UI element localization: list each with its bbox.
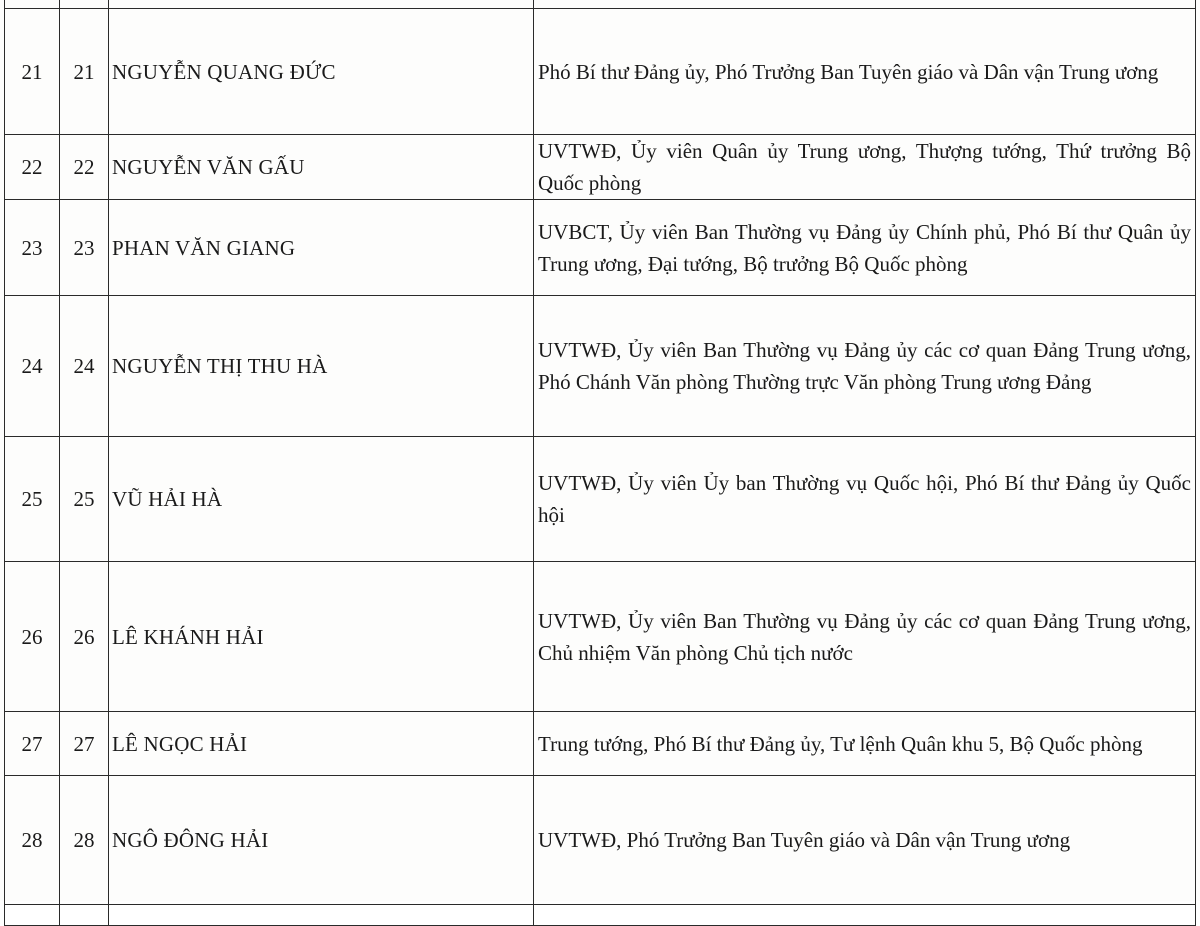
cell-stub: [534, 0, 1196, 9]
table-row: [5, 9, 1196, 135]
table-row: [5, 135, 1196, 200]
name-cell: LÊ KHÁNH HẢI: [109, 562, 534, 712]
row-number-cell: 23: [60, 200, 109, 296]
cell-stub: [109, 905, 534, 926]
cell-stub: [5, 0, 60, 9]
position-cell: [534, 9, 1196, 135]
row-number-cell: 21: [60, 9, 109, 135]
personnel-table: [4, 0, 1196, 926]
row-number-cell: 26: [60, 562, 109, 712]
name-cell: NGÔ ĐÔNG HẢI: [109, 776, 534, 905]
cell-stub: [5, 905, 60, 926]
row-number-cell: 28: [60, 776, 109, 905]
row-index-cell: 24: [5, 296, 60, 437]
row-index-cell: 28: [5, 776, 60, 905]
cell-stub: [534, 905, 1196, 926]
position-text: UVTWĐ, Phó Trưởng Ban Tuyên giáo và Dân vận Trung ương: [538, 828, 1071, 852]
position-cell: [534, 296, 1196, 437]
row-number-cell: 24: [60, 296, 109, 437]
position-text: UVTWĐ, Ủy viên Ủy ban Thường vụ Quốc hội, Phó Bí thư Đảng ủy Quốc hội: [538, 471, 1191, 527]
position-cell: [534, 776, 1196, 905]
row-index-cell: 22: [5, 135, 60, 200]
table-row: [5, 776, 1196, 905]
table-row-continued-top: [5, 0, 1196, 9]
name-cell: NGUYỄN THỊ THU HÀ: [109, 296, 534, 437]
row-index-cell: 25: [5, 437, 60, 562]
position-text: UVTWĐ, Ủy viên Ban Thường vụ Đảng ủy các cơ quan Đảng Trung ương, Phó Chánh Văn phòng Thường trực Văn phòng Trung ương Đảng: [538, 338, 1191, 394]
row-number-cell: 25: [60, 437, 109, 562]
position-text: Trung tướng, Phó Bí thư Đảng ủy, Tư lệnh Quân khu 5, Bộ Quốc phòng: [538, 731, 1143, 756]
row-index-cell: 21: [5, 9, 60, 135]
table-row: [5, 562, 1196, 712]
name-cell: VŨ HẢI HÀ: [109, 437, 534, 562]
position-text: Phó Bí thư Đảng ủy, Phó Trưởng Ban Tuyên giáo và Dân vận Trung ương: [538, 59, 1159, 84]
position-cell: [534, 562, 1196, 712]
position-text: UVTWĐ, Ủy viên Quân ủy Trung ương, Thượng tướng, Thứ trưởng Bộ Quốc phòng: [538, 139, 1191, 195]
table-row: [5, 712, 1196, 776]
row-index-cell: 26: [5, 562, 60, 712]
row-number-cell: 27: [60, 712, 109, 776]
table-row: [5, 296, 1196, 437]
table-row-continued-bottom: [5, 905, 1196, 926]
position-cell: [534, 712, 1196, 776]
name-cell: NGUYỄN VĂN GẤU: [109, 135, 534, 200]
name-cell: LÊ NGỌC HẢI: [109, 712, 534, 776]
row-number-cell: 22: [60, 135, 109, 200]
name-cell: NGUYỄN QUANG ĐỨC: [109, 9, 534, 135]
position-text: UVTWĐ, Ủy viên Ban Thường vụ Đảng ủy các cơ quan Đảng Trung ương, Chủ nhiệm Văn phòng Chủ tịch nước: [538, 608, 1191, 665]
name-cell: PHAN VĂN GIANG: [109, 200, 534, 296]
position-text: UVBCT, Ủy viên Ban Thường vụ Đảng ủy Chính phủ, Phó Bí thư Quân ủy Trung ương, Đại tướng, Bộ trưởng Bộ Quốc phòng: [538, 219, 1191, 276]
position-cell: [534, 437, 1196, 562]
row-index-cell: 27: [5, 712, 60, 776]
position-cell: [534, 200, 1196, 296]
table-row: [5, 437, 1196, 562]
position-cell: [534, 135, 1196, 200]
cell-stub: [60, 905, 109, 926]
cell-stub: [60, 0, 109, 9]
table-row: [5, 200, 1196, 296]
row-index-cell: 23: [5, 200, 60, 296]
cell-stub: [109, 0, 534, 9]
